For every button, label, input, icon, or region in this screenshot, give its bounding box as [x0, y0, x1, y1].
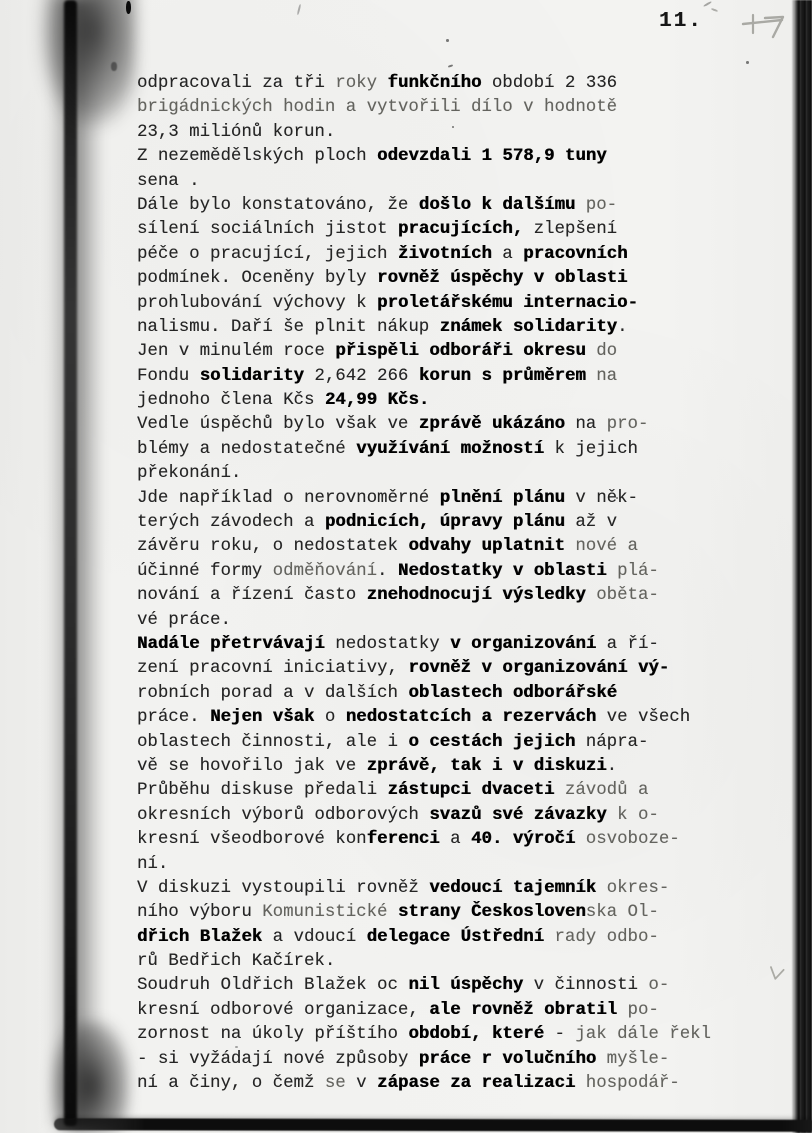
- text-line: ní.: [137, 854, 169, 874]
- text-line: oblastech činnosti, ale i o cestách jejich nápra-: [137, 732, 649, 752]
- dust-speck: [126, 1, 131, 14]
- text-line: okresních výborů odborových svazů své závazky k o-: [137, 805, 659, 825]
- binding-smudge-bottom: [52, 1020, 130, 1130]
- text-line: Dále bylo konstatováno, že došlo k dalšímu po-: [137, 195, 618, 215]
- text-line: - si vyžádají nové způsoby práce r volučního myšle-: [137, 1049, 670, 1069]
- text-line: dřich Blažek a vdoucí delegace Ústřední rady odbo-: [137, 927, 659, 947]
- text-line: rů Bedřich Kačírek.: [137, 952, 336, 972]
- text-line: závěru roku, o nedostatek odvahy uplatnit nové a: [137, 537, 638, 557]
- dust-speck: [746, 61, 749, 64]
- text-line: nování a řízení často znehodnocují výsledky oběta-: [137, 586, 659, 606]
- text-line: zení pracovní iniciativy, rovněž v organizování vý-: [137, 659, 670, 679]
- text-line: Z nezemědělských ploch odevzdali 1 578,9 tuny: [137, 147, 607, 167]
- text-line: V diskuzi vystoupili rovněž vedoucí tajemník okres-: [137, 878, 670, 898]
- text-line: 23,3 miliónů korun.: [137, 122, 336, 142]
- text-line: Vedle úspěchů bylo však ve zprávě ukázáno na pro-: [137, 415, 649, 435]
- dust-speck: [711, 8, 718, 12]
- text-line: sílení sociálních jistot pracujících, zlepšení: [137, 220, 618, 240]
- text-line: kresní odborové organizace, ale rovněž obratil po-: [137, 1000, 659, 1020]
- text-line: kresní všeodborové konferenci a 40. výročí osvoboze-: [137, 830, 680, 850]
- pencil-mark-17-icon: [741, 11, 789, 41]
- text-line: Jen v minulém roce přispěli odboráři okresu do: [137, 342, 618, 362]
- text-line: vé práce.: [137, 610, 231, 630]
- scan-edge-right: [792, 0, 812, 1133]
- text-line: blémy a nedostatečné využívání možností k jejich: [137, 439, 638, 459]
- text-line: účinné formy odměňování. Nedostatky v oblasti plá-: [137, 561, 659, 581]
- text-line: prohlubování výchovy k proletářskému internacio-: [137, 293, 638, 313]
- text-line: podmínek. Oceněny byly rovněž úspěchy v oblasti: [137, 269, 628, 289]
- scan-edge-bottom: [54, 1118, 812, 1132]
- dust-speck: [703, 1, 712, 7]
- pencil-check-icon: [767, 965, 787, 983]
- text-line: zornost na úkoly příštího období, které - jak dále řekl: [137, 1025, 711, 1045]
- text-line: sena .: [137, 171, 200, 191]
- text-line: odpracovali za tři roky funkčního období 2 336: [137, 74, 618, 93]
- text-line: překonání.: [137, 464, 242, 484]
- text-line: jednoho člena Kčs 24,99 Kčs.: [137, 391, 430, 411]
- text-line: ního výboru Komunistické strany Československa Ol-: [137, 903, 659, 923]
- dust-speck: [111, 62, 117, 71]
- text-line: Fondu solidarity 2,642 266 korun s průměrem na: [137, 366, 618, 386]
- text-line: práce. Nejen však o nedostatcích a rezervách ve všech: [137, 708, 691, 728]
- binding-smudge-top: [40, 0, 136, 128]
- text-line: péče o pracující, jejich životních a pracovních: [137, 244, 628, 264]
- text-line: terých závodech a podnicích, úpravy plánu až v: [137, 513, 618, 533]
- text-line: Jde například o nerovnoměrné plnění plánu v něk-: [137, 488, 638, 508]
- text-line: robních porad a v dalších oblastech odborářské: [137, 683, 618, 703]
- text-line: nalismu. Daří še plnit nákup známek solidarity.: [137, 317, 628, 337]
- text-line: Průběhu diskuse předali zástupci dvaceti závodů a: [137, 781, 649, 801]
- dust-speck: [297, 4, 302, 15]
- text-line: vě se hovořilo jak ve zprávě, tak i v diskuzi.: [137, 756, 618, 776]
- text-line: ní a činy, o čemž se v zápase za realizaci hospodář-: [137, 1074, 680, 1094]
- dust-speck: [446, 39, 449, 42]
- dust-speck: [448, 64, 453, 68]
- text-line: Soudruh Oldřich Blažek oc nil úspěchy v činnosti o-: [137, 976, 670, 996]
- text-line: Nadále přetrvávají nedostatky v organizování a ří-: [137, 634, 659, 654]
- text-line: brigádnických hodin a vytvořili dílo v hodnotě: [137, 98, 618, 118]
- text-block: [137, 72, 737, 1096]
- binding-shadow-core: [64, 0, 77, 1126]
- page-number: 11.: [659, 10, 703, 33]
